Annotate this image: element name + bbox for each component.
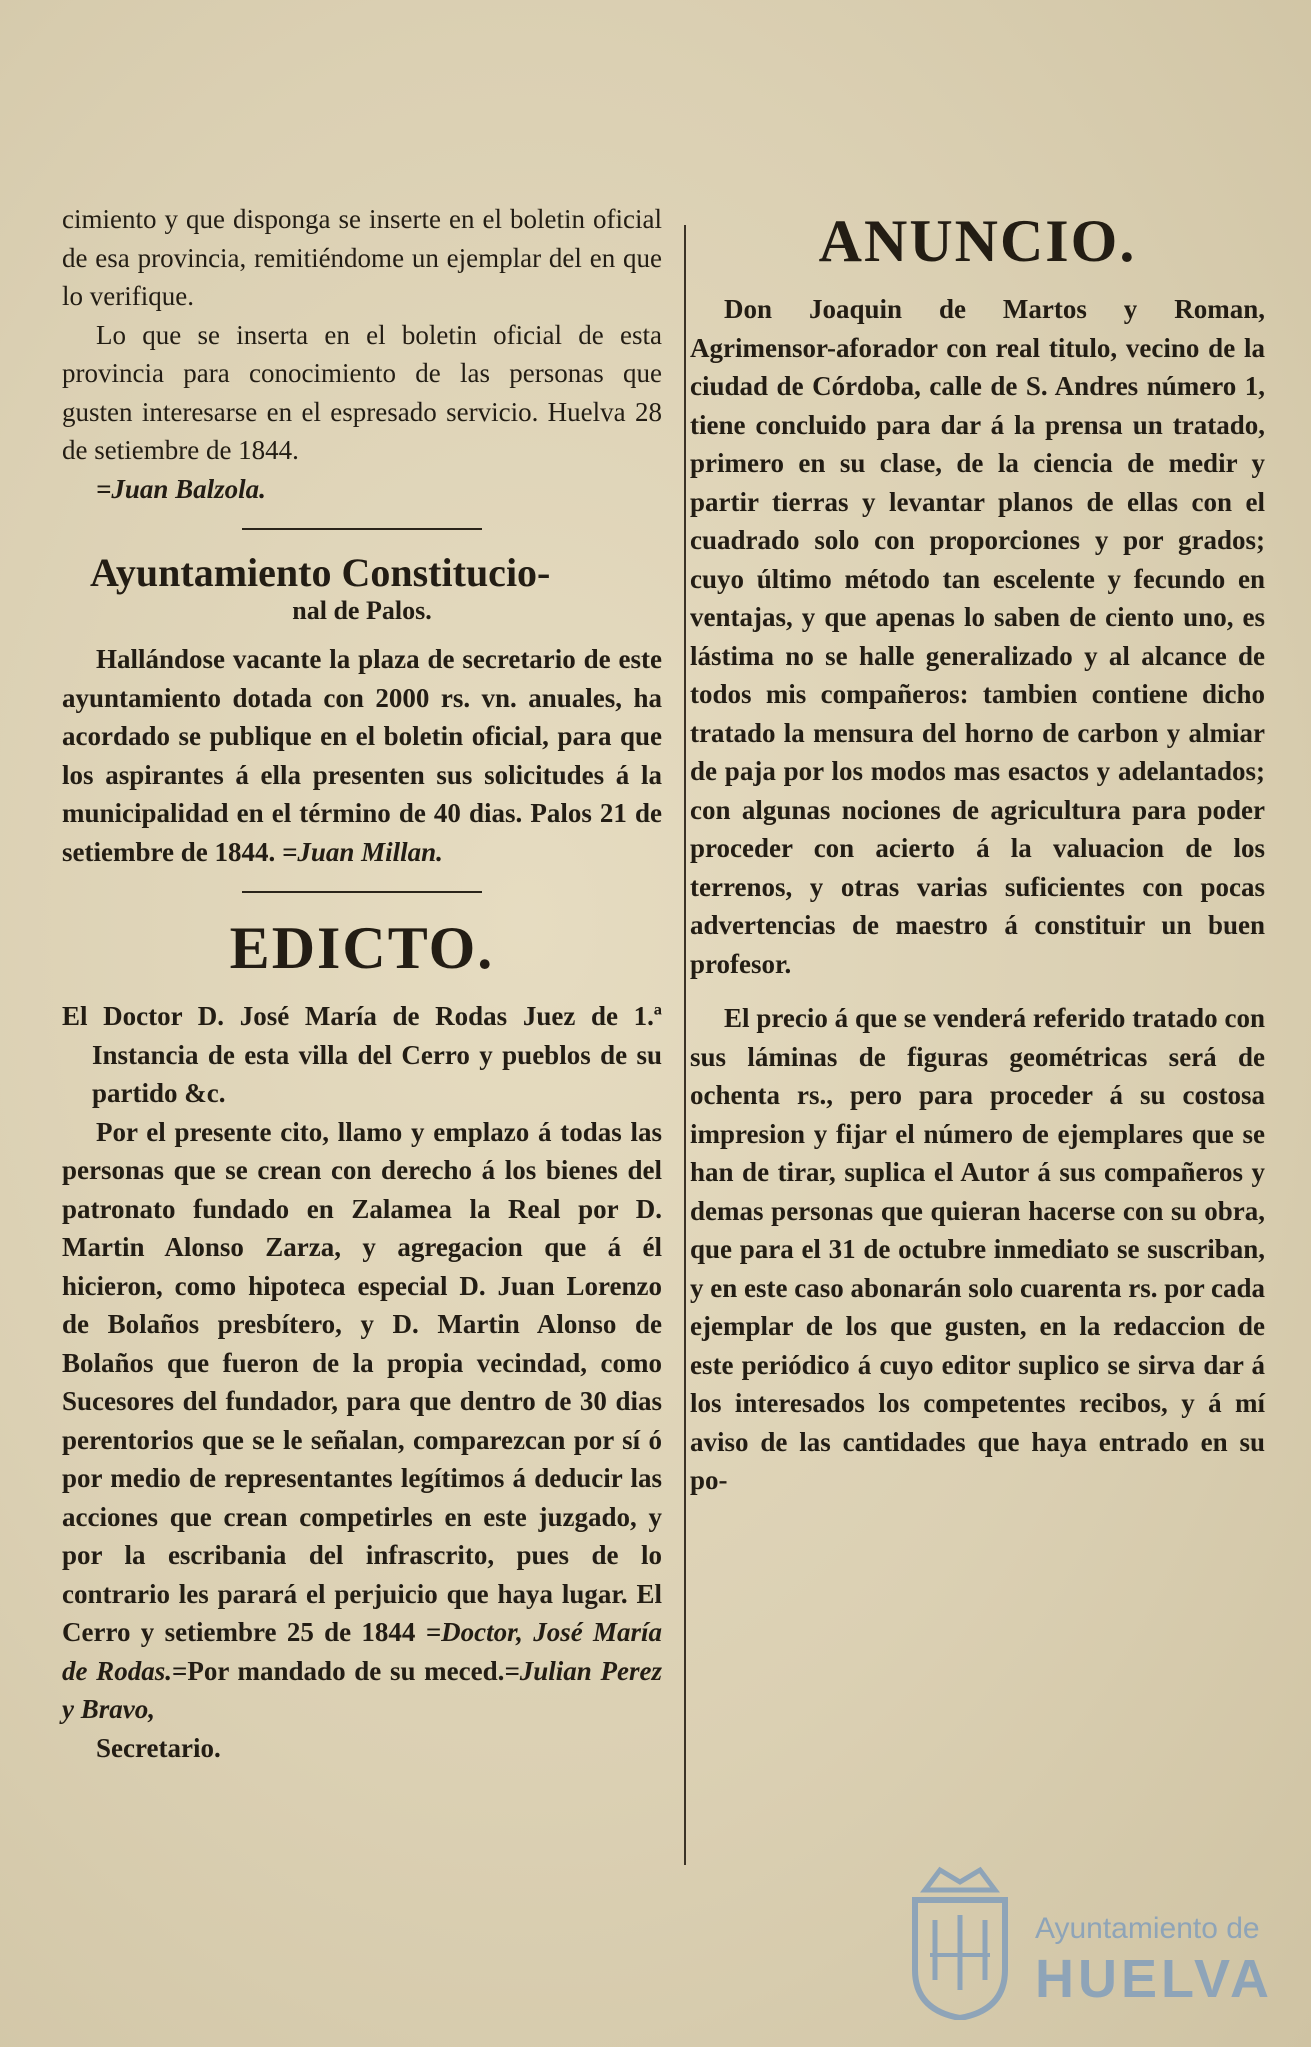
edicto-text: Por el presente cito, llamo y emplazo á todas las personas que se crean con derecho á los bienes del patronato fundado en Zalamea la Real por D. Martin Alonso Zarza, y agregacion que á él hicieron, como hipoteca especial D. Juan Lorenzo de Bolaños presbítero, y D. Martin Alonso de Bolaños que fueron de la propia vecindad, como Sucesores del fundador, para que dentro de 30 dias perentorios que se le señalan, comparezcan por sí ó por medio de representantes legítimos á deducir las acciones que crean competirles en este juzgado, y por la escribania del infrascrito, pues de lo contrario les parará el perjuicio que haya lugar. El Cerro y setiembre 25 de 1844 bbox=[62, 1116, 662, 1647]
edicto-signature-secretary: =Julian Perez y Bravo, bbox=[62, 1655, 662, 1724]
anuncio-paragraph-2: El precio á que se venderá referido tratado con sus láminas de figuras geométricas será de ochenta rs., pero para proceder á su costosa impresion y fijar el número de ejemplares que se han de tirar, suplica el Autor á sus compañeros y demas personas que quieran hacerse con su obra, que para el 31 de octubre inmediato se suscriban, y en este caso abonarán solo cuarenta rs. por cada ejemplar de los que gusten, en la redaccion de este periódico á cuyo editor suplico se sirva dar á los interesados los competentes recibos, y á mí aviso de las cantidades que haya entrado en su po- bbox=[690, 1003, 1265, 1495]
ayuntamiento-huelva-watermark bbox=[905, 1860, 1285, 2030]
intro-paragraph-2-text: Lo que se inserta en el boletin oficial de esta provincia para conocimiento de las personas que gusten interesarse en el espresado servicio. Huelva 28 de setiembre de 1844. bbox=[62, 319, 662, 465]
ayuntamiento-title: Ayuntamiento Constitucio- bbox=[90, 550, 551, 595]
intro-paragraph: cimiento y que disponga se inserte en el boletin oficial de esa provincia, remitiéndome un ejemplar del en que lo verifique. bbox=[62, 204, 662, 311]
edicto-heading: El Doctor D. José María de Rodas Juez de 1.ª Instancia de esta villa del Cerro y pueblos de su partido &c. bbox=[62, 1001, 662, 1108]
section-divider bbox=[242, 528, 482, 530]
ayuntamiento-text: Hallándose vacante la plaza de secretario de este ayuntamiento dotada con 2000 rs. vn. anuales, ha acordado se publique en el boletin oficial, para que los aspirantes á ella presenten sus solicitudes á la municipalidad en el término de 40 dias. Palos 21 de setiembre de 1844. bbox=[62, 644, 662, 867]
edicto-mandate: =Por mandado de su meced. bbox=[171, 1655, 505, 1686]
ayuntamiento-subtitle: nal de Palos. bbox=[292, 596, 432, 625]
anuncio-paragraph: Don Joaquin de Martos y Roman, Agrimensor-aforador con real titulo, vecino de la ciudad de Córdoba, calle de S. Andres número 1, tiene concluido para dar á la prensa un tratado, primero en su clase, de la ciencia de medir y partir tierras y levantar planos de ellas con el cuadrado solo con proporciones y por grados; cuyo último método tan escelente y fecundo en ventajas, y que apenas lo saben de ciento uno, es lástima no se halle generalizado y al alcance de todos mis compañeros: tambien contiene dicho tratado la mensura del horno de carbon y almiar de paja por los modos mas esactos y adelantados; con algunas nociones de agricultura para poder proceder con acierto á la valuacion de los terrenos, y otras varias suficientes con pocas advertencias de maestro á constituir un buen profesor. bbox=[690, 294, 1265, 979]
ayuntamiento-signature: =Juan Millan. bbox=[281, 836, 443, 867]
section-divider-2 bbox=[242, 891, 482, 893]
edicto-secretary-title: Secretario. bbox=[96, 1732, 221, 1763]
edicto-signature-judge: =Doctor, José María de Rodas. bbox=[62, 1617, 662, 1686]
intro-signature: =Juan Balzola. bbox=[96, 473, 266, 504]
edicto-paragraph bbox=[62, 1113, 662, 1768]
ayuntamiento-paragraph bbox=[62, 640, 662, 871]
edicto-title: EDICTO. bbox=[229, 915, 495, 981]
watermark-line-1: Ayuntamiento de bbox=[1035, 1912, 1260, 1945]
anuncio-title: ANUNCIO. bbox=[818, 208, 1137, 274]
left-column bbox=[62, 200, 662, 1767]
huelva-shield-icon bbox=[905, 1860, 1015, 2020]
watermark-line-2: HUELVA bbox=[1035, 1949, 1273, 2009]
column-divider bbox=[684, 225, 686, 1865]
intro-paragraph-2 bbox=[62, 316, 662, 509]
right-column bbox=[690, 200, 1265, 1500]
